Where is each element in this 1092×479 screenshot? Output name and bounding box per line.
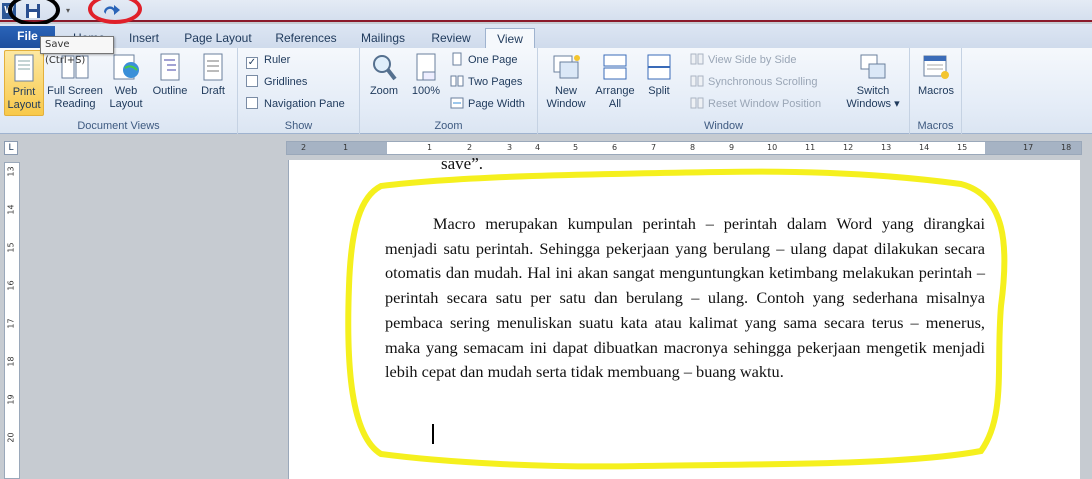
reset-position-label: Reset Window Position bbox=[708, 98, 822, 110]
tab-references[interactable]: References bbox=[275, 31, 337, 45]
red-circle-annotation bbox=[88, 0, 142, 24]
ruler-row bbox=[0, 135, 1092, 159]
gridlines-label: Gridlines bbox=[264, 76, 308, 88]
window-group-label: Window bbox=[703, 120, 744, 132]
macros-button[interactable] bbox=[914, 50, 958, 98]
macros-icon bbox=[921, 52, 951, 82]
vruler-tick: 16 bbox=[6, 280, 16, 291]
document-views-label: Document Views bbox=[77, 120, 160, 132]
zoom-100-button[interactable] bbox=[406, 50, 446, 98]
outline-button[interactable] bbox=[148, 50, 192, 98]
split-icon bbox=[644, 52, 674, 82]
ruler-tick: 1 bbox=[427, 143, 433, 152]
zoom-button[interactable] bbox=[364, 50, 404, 98]
draft-label: Draft bbox=[201, 85, 225, 97]
ruler-tick: 8 bbox=[690, 143, 696, 152]
ribbon bbox=[0, 48, 1092, 134]
print-layout-label-1: Print bbox=[12, 86, 36, 98]
sync-scroll-label: Synchronous Scrolling bbox=[708, 76, 818, 88]
two-pages-label: Two Pages bbox=[468, 76, 523, 88]
magnifier-icon bbox=[369, 52, 399, 82]
web-layout-label-2: Layout bbox=[109, 98, 143, 110]
side-by-side-label: View Side by Side bbox=[708, 54, 797, 66]
macros-group-label: Macros bbox=[917, 120, 954, 132]
group-zoom bbox=[360, 48, 538, 134]
document-page[interactable] bbox=[288, 154, 1080, 479]
full-screen-label-2: Reading bbox=[54, 98, 96, 110]
one-page-label: One Page bbox=[468, 54, 518, 66]
gridlines-checkbox[interactable] bbox=[246, 73, 307, 91]
ruler-tick: 17 bbox=[1023, 143, 1034, 152]
outline-icon bbox=[155, 52, 185, 82]
ruler-tick: 1 bbox=[343, 143, 349, 152]
zoom-group-label: Zoom bbox=[434, 120, 463, 132]
gridlines-check-icon[interactable] bbox=[246, 75, 258, 87]
draft-button[interactable] bbox=[194, 50, 232, 98]
arrange-all-label-2: All bbox=[608, 98, 622, 110]
two-pages-icon bbox=[450, 74, 464, 88]
reset-window-position-button[interactable] bbox=[690, 95, 821, 113]
zoom-100-label: 100% bbox=[411, 85, 441, 97]
split-button[interactable] bbox=[640, 50, 678, 98]
ruler-tick: 6 bbox=[612, 143, 618, 152]
ruler-tick: 2 bbox=[467, 143, 473, 152]
vruler-tick: 13 bbox=[6, 166, 16, 177]
ruler-tick: 12 bbox=[843, 143, 854, 152]
previous-line-text: save”. bbox=[441, 154, 484, 173]
qat-separator-icon: ▾ bbox=[66, 6, 71, 15]
print-layout-label-2: Layout bbox=[7, 99, 41, 111]
navigation-pane-check-icon[interactable] bbox=[246, 97, 258, 109]
reset-position-icon bbox=[690, 96, 704, 110]
tab-page-layout[interactable]: Page Layout bbox=[184, 31, 252, 45]
ruler-tick: 5 bbox=[573, 143, 579, 152]
ruler-tick: 15 bbox=[957, 143, 968, 152]
ruler-checkbox[interactable] bbox=[246, 51, 290, 69]
new-window-icon bbox=[551, 52, 581, 82]
outline-label: Outline bbox=[152, 85, 188, 97]
page-width-label: Page Width bbox=[468, 98, 525, 110]
ruler-tick: 4 bbox=[535, 143, 541, 152]
vertical-ruler[interactable] bbox=[4, 162, 20, 479]
text-cursor bbox=[432, 424, 434, 444]
arrange-all-button[interactable] bbox=[592, 50, 638, 111]
side-by-side-icon bbox=[690, 52, 704, 66]
tab-insert[interactable]: Insert bbox=[128, 31, 159, 45]
ruler-tick: 9 bbox=[729, 143, 735, 152]
group-macros bbox=[910, 48, 962, 134]
macros-label: Macros bbox=[917, 85, 955, 97]
switch-windows-label-1: Switch bbox=[856, 85, 890, 97]
ruler-tick: 18 bbox=[1061, 143, 1072, 152]
ruler-tick: 10 bbox=[767, 143, 778, 152]
group-show bbox=[238, 48, 360, 134]
switch-windows-label-2: Windows ▾ bbox=[846, 98, 900, 110]
switch-windows-button[interactable] bbox=[842, 50, 904, 111]
macro-paragraph: Macro merupakan kumpulan perintah – perintah dalam Word yang dirangkai menjadi satu perintah. Sehingga pekerjaan yang berulang – ulang dapat dilakukan secara otomatis dan mudah. Hal ini akan sangat menguntungkan ketimbang melakukan perintah – perintah secara satu per satu dan berulang – ulang. Contoh yang sederhana misalnya pembaca sering menuliskan suatu kata atau kalimat yang sama secara terus – menerus, maka yang semacam ini dapat dibuatkan macronya sehingga pekerjaan mengetik menjadi lebih cepat dan mudah serta tidak membuang – buang waktu. bbox=[385, 214, 985, 382]
ruler-check-icon[interactable]: ✓ bbox=[247, 57, 257, 68]
print-layout-button[interactable] bbox=[4, 50, 44, 116]
sync-scroll-icon bbox=[690, 74, 704, 88]
ruler-tick: 13 bbox=[881, 143, 892, 152]
ruler-tick: 11 bbox=[805, 143, 816, 152]
one-page-button[interactable] bbox=[450, 51, 518, 69]
tab-file[interactable]: File bbox=[0, 26, 55, 48]
web-layout-icon bbox=[111, 52, 141, 82]
arrange-all-label-1: Arrange bbox=[595, 85, 635, 97]
arrange-all-icon bbox=[600, 52, 630, 82]
black-circle-annotation bbox=[8, 0, 60, 26]
ruler-tick: 7 bbox=[651, 143, 657, 152]
page-100-icon bbox=[411, 52, 441, 82]
print-layout-icon bbox=[9, 53, 39, 83]
group-window bbox=[538, 48, 910, 134]
ribbon-tabs bbox=[0, 24, 1092, 48]
vruler-tick: 17 bbox=[6, 318, 16, 329]
one-page-icon bbox=[450, 52, 464, 66]
web-layout-label-1: Web bbox=[114, 85, 138, 97]
zoom-label: Zoom bbox=[369, 85, 399, 97]
new-window-label-2: Window bbox=[546, 98, 586, 110]
quick-access-toolbar bbox=[0, 0, 1092, 22]
ruler-tick: 14 bbox=[919, 143, 930, 152]
navigation-pane-checkbox[interactable] bbox=[246, 95, 345, 113]
horizontal-ruler[interactable] bbox=[286, 141, 1082, 155]
vruler-tick: 18 bbox=[6, 356, 16, 367]
synchronous-scrolling-button[interactable] bbox=[690, 73, 817, 91]
vruler-tick: 15 bbox=[6, 242, 16, 253]
ruler-tick: 3 bbox=[507, 143, 513, 152]
save-tooltip: Save (Ctrl+S) bbox=[40, 36, 114, 54]
tab-selector-icon[interactable]: L bbox=[4, 141, 18, 155]
ruler-tick: 2 bbox=[301, 143, 307, 152]
group-document-views bbox=[0, 48, 238, 134]
split-label: Split bbox=[648, 85, 670, 97]
ruler-label: Ruler bbox=[264, 54, 291, 66]
two-pages-button[interactable] bbox=[450, 73, 522, 91]
view-side-by-side-button[interactable] bbox=[690, 51, 796, 69]
draft-icon bbox=[198, 52, 228, 82]
web-layout-button[interactable] bbox=[106, 50, 146, 111]
full-screen-label-1: Full Screen bbox=[47, 85, 103, 97]
show-label: Show bbox=[284, 120, 313, 132]
new-window-button[interactable] bbox=[542, 50, 590, 111]
word-app-icon[interactable]: W bbox=[2, 3, 16, 19]
navigation-pane-label: Navigation Pane bbox=[264, 98, 345, 110]
tab-mailings[interactable]: Mailings bbox=[360, 31, 405, 45]
vruler-tick: 19 bbox=[6, 394, 16, 405]
page-width-button[interactable] bbox=[450, 95, 525, 113]
tab-view[interactable]: View bbox=[485, 28, 535, 48]
vruler-tick: 14 bbox=[6, 204, 16, 215]
switch-windows-icon bbox=[858, 52, 888, 82]
tab-review[interactable]: Review bbox=[431, 31, 471, 45]
page-width-icon bbox=[450, 96, 464, 110]
new-window-label-1: New bbox=[554, 85, 577, 97]
vruler-tick: 20 bbox=[6, 432, 16, 443]
